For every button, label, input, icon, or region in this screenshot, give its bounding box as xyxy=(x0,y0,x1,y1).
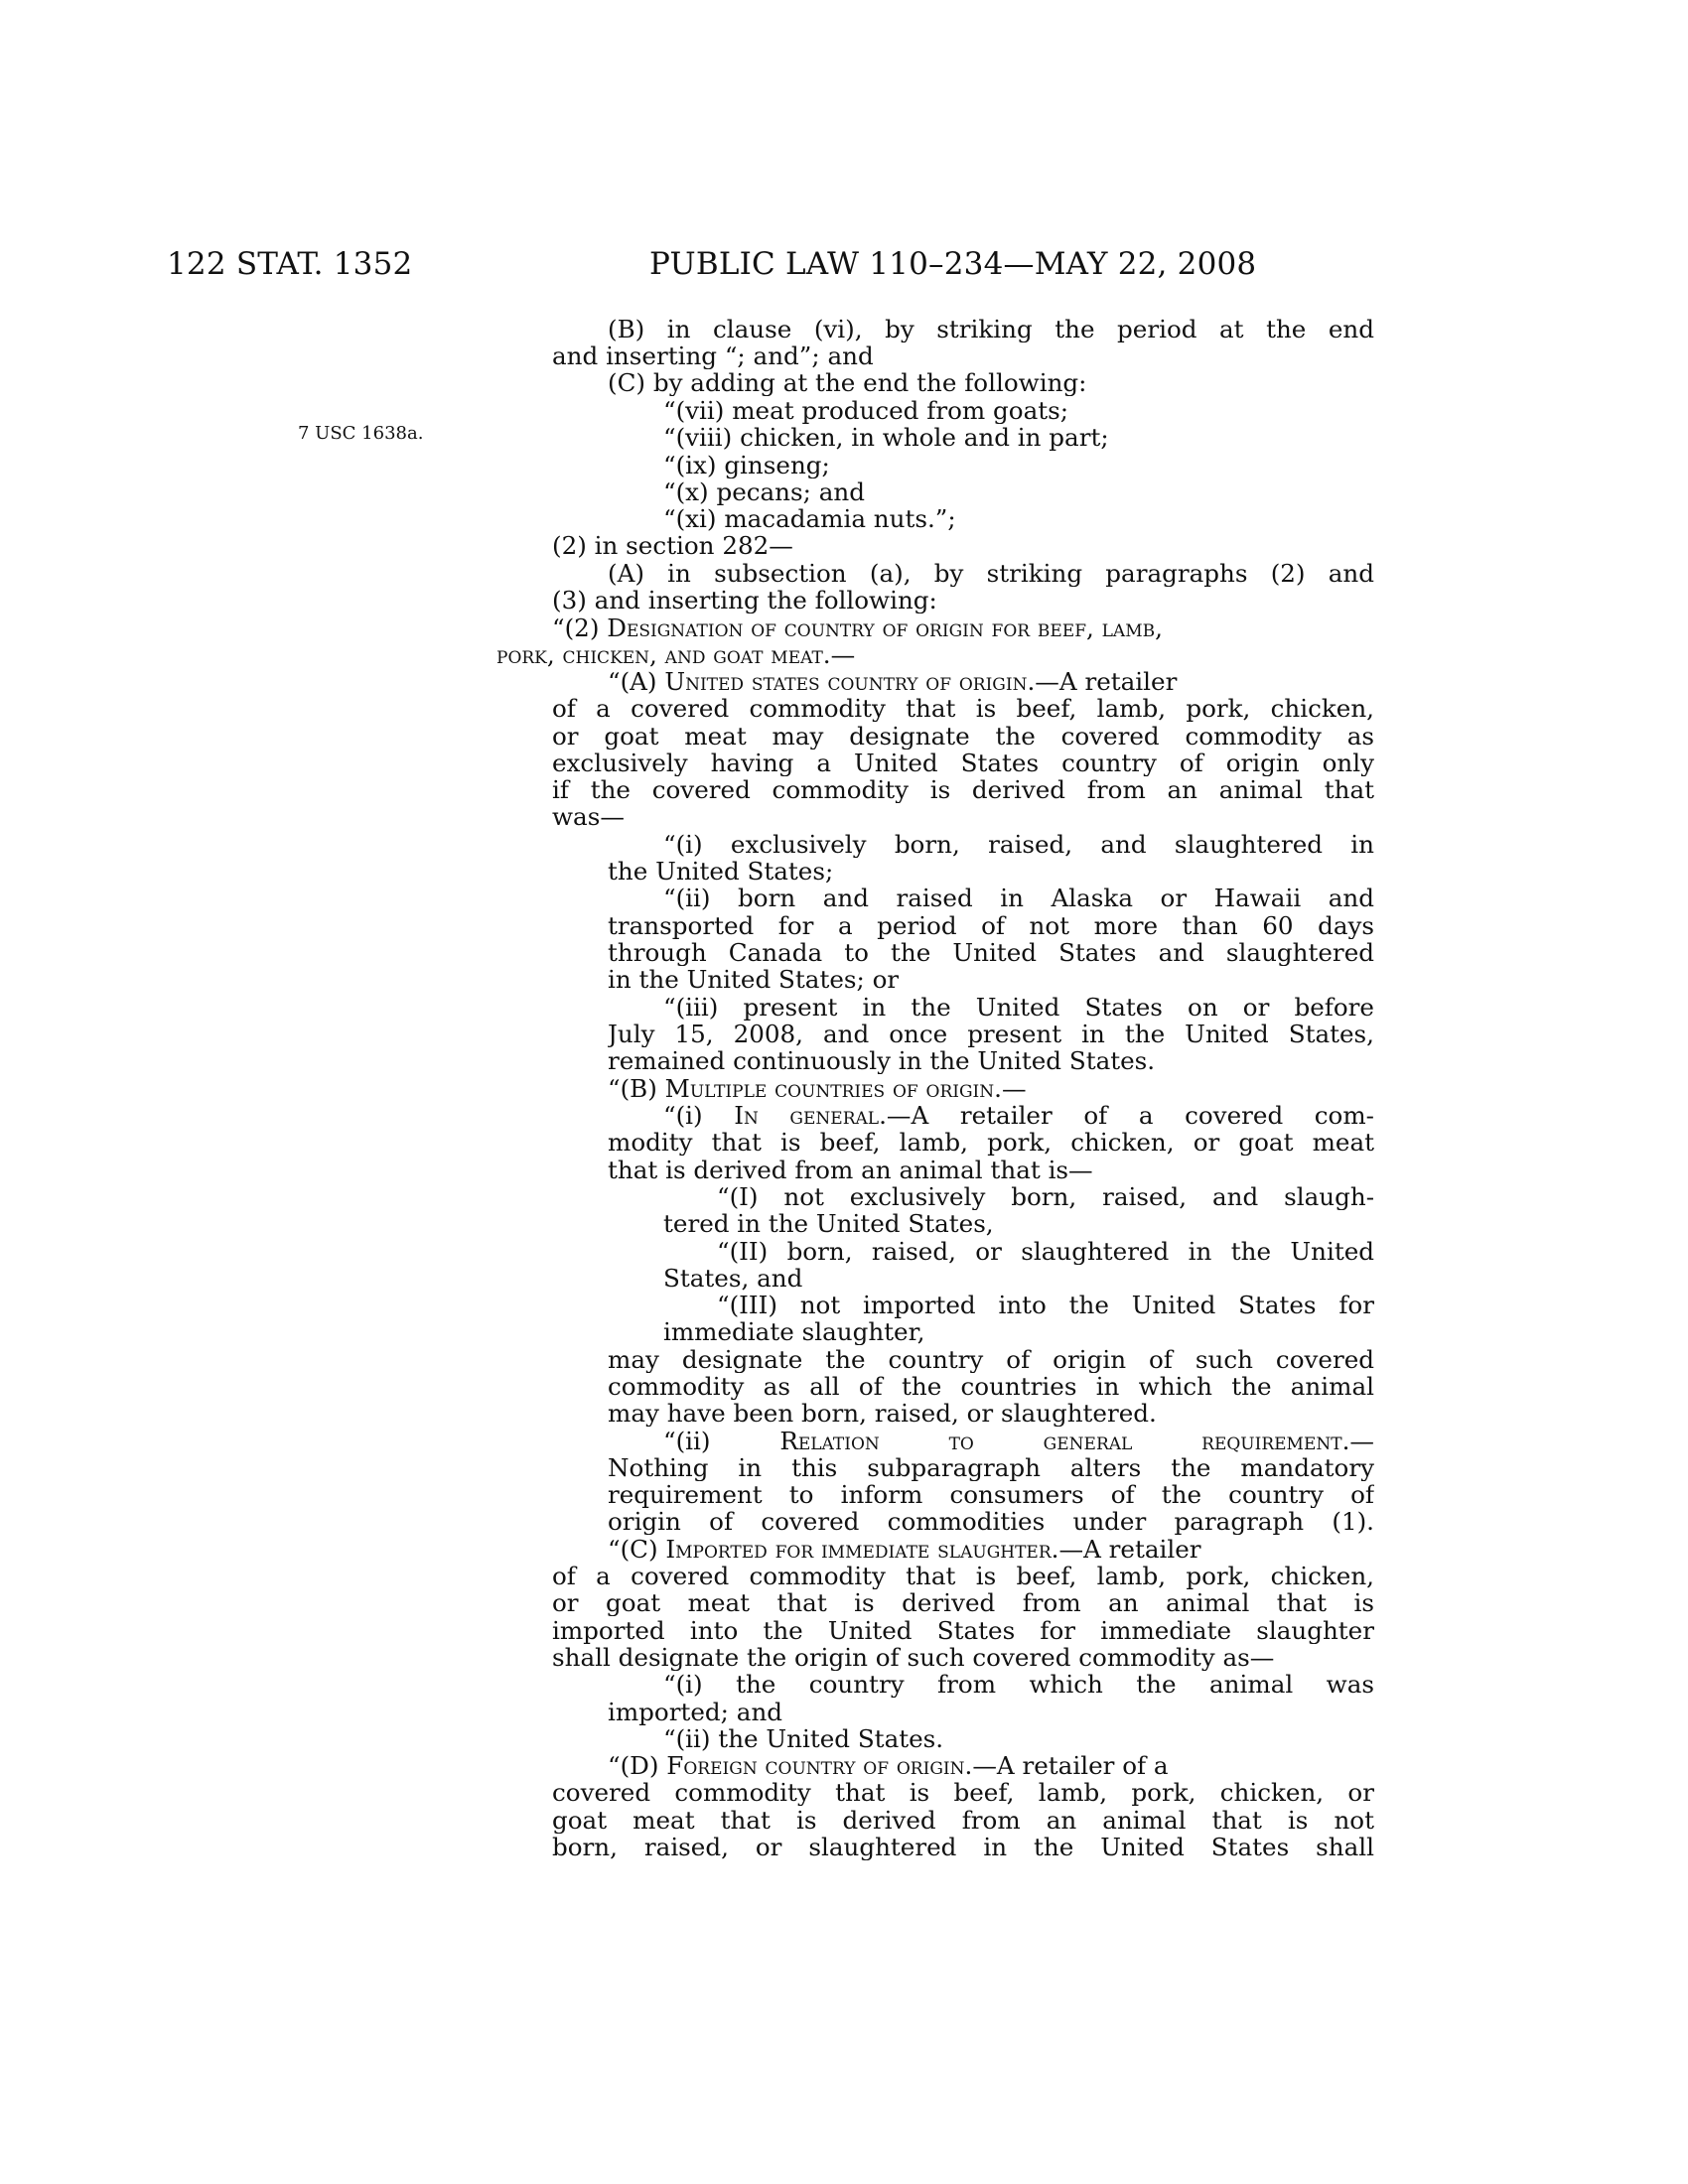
text-line: “(i) In general.—A retailer of a covered com- xyxy=(663,1102,1374,1129)
text-line: through Canada to the United States and slaughtered xyxy=(608,939,1374,966)
text-line: Nothing in this subparagraph alters the mandatory xyxy=(608,1454,1374,1481)
text-line: and inserting “; and”; and xyxy=(552,342,874,369)
text-line: goat meat that is derived from an animal that is not xyxy=(552,1807,1374,1834)
text-line: the United States; xyxy=(608,858,834,885)
text-line: “(vii) meat produced from goats; xyxy=(663,397,1069,424)
text-line: (C) by adding at the end the following: xyxy=(608,369,1087,396)
text-line: or goat meat that is derived from an animal that is xyxy=(552,1589,1374,1616)
text-line: immediate slaughter, xyxy=(663,1318,925,1345)
text-line: “(i) exclusively born, raised, and slaughtered in xyxy=(663,831,1374,858)
text-line: “(viii) chicken, in whole and in part; xyxy=(663,424,1109,451)
text-line xyxy=(552,424,1374,451)
page-header-stat: 122 STAT. 1352 xyxy=(167,246,413,282)
text-line: modity that is beef, lamb, pork, chicken, or goat meat xyxy=(608,1129,1374,1156)
text-line: “(I) not exclusively born, raised, and slaugh- xyxy=(717,1183,1374,1210)
text-line: “(A) United states country of origin.—A retailer xyxy=(608,668,1178,695)
text-line: “(iii) present in the United States on or before xyxy=(663,994,1374,1021)
text-line: covered commodity that is beef, lamb, pork, chicken, or xyxy=(552,1779,1374,1806)
text-line: in the United States; or xyxy=(608,966,900,993)
text-line: origin of covered commodities under paragraph (1). xyxy=(608,1508,1374,1535)
text-line: “(II) born, raised, or slaughtered in the United xyxy=(717,1238,1374,1265)
text-line: exclusively having a United States country of origin only xyxy=(552,750,1374,776)
text-line: “(III) not imported into the United States for xyxy=(717,1292,1374,1318)
text-line: shall designate the origin of such covered commodity as— xyxy=(552,1644,1275,1671)
text-line: or goat meat may designate the covered commodity as xyxy=(552,723,1374,750)
text-line: “(D) Foreign country of origin.—A retailer of a xyxy=(608,1752,1169,1779)
text-line: transported for a period of not more than 60 days xyxy=(608,912,1374,939)
text-line: that is derived from an animal that is— xyxy=(608,1157,1093,1183)
text-line: remained continuously in the United States. xyxy=(608,1047,1156,1074)
text-line: (B) in clause (vi), by striking the period at the end xyxy=(608,316,1374,342)
text-line: may have been born, raised, or slaughtered. xyxy=(608,1400,1157,1427)
text-line: (3) and inserting the following: xyxy=(552,587,937,614)
text-line: “(i) the country from which the animal was xyxy=(663,1671,1374,1698)
text-line: born, raised, or slaughtered in the United States shall xyxy=(552,1834,1374,1860)
text-line: was— xyxy=(552,803,625,830)
text-line: requirement to inform consumers of the country of xyxy=(608,1481,1374,1508)
text-line: “(ii) born and raised in Alaska or Hawaii and xyxy=(663,885,1374,911)
text-line: “(xi) macadamia nuts.”; xyxy=(663,505,956,532)
page-header-title: PUBLIC LAW 110–234—MAY 22, 2008 xyxy=(649,246,1257,282)
text-line: “(ii) Relation to general requirement.— xyxy=(663,1428,1374,1454)
text-line: of a covered commodity that is beef, lamb, pork, chicken, xyxy=(552,1563,1374,1589)
text-line: (2) in section 282— xyxy=(552,532,793,559)
text-line: “(C) Imported for immediate slaughter.—A retailer xyxy=(608,1536,1201,1563)
text-line: “(ii) the United States. xyxy=(663,1725,944,1752)
text-line: “(ix) ginseng; xyxy=(663,452,830,478)
text-line: States, and xyxy=(663,1265,803,1292)
text-line: “(B) Multiple countries of origin.— xyxy=(608,1075,1027,1102)
text-line: tered in the United States, xyxy=(663,1210,994,1237)
text-line: if the covered commodity is derived from an animal that xyxy=(552,776,1374,803)
text-line: “(x) pecans; and xyxy=(663,478,865,505)
text-line: of a covered commodity that is beef, lamb, pork, chicken, xyxy=(552,695,1374,722)
text-line: July 15, 2008, and once present in the United States, xyxy=(608,1021,1374,1047)
text-line: (A) in subsection (a), by striking paragraphs (2) and xyxy=(608,560,1374,587)
text-line: commodity as all of the countries in which the animal xyxy=(608,1373,1374,1400)
text-line: pork, chicken, and goat meat.— xyxy=(496,641,856,668)
text-line: imported into the United States for immediate slaughter xyxy=(552,1617,1374,1644)
margin-note: 7 USC 1638a. xyxy=(298,423,424,444)
text-line: imported; and xyxy=(608,1699,783,1725)
text-line: “(2) Designation of country of origin for beef, lamb, xyxy=(552,614,1163,641)
text-line: may designate the country of origin of such covered xyxy=(608,1346,1374,1373)
